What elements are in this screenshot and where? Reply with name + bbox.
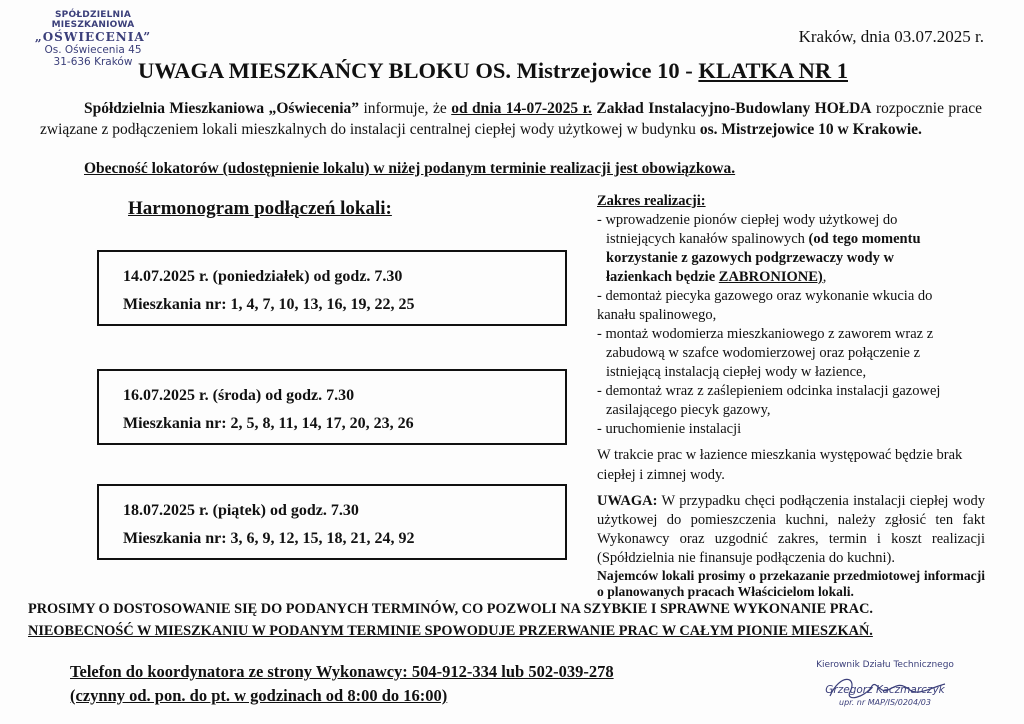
uwaga-note bbox=[597, 492, 985, 568]
schedule-box-2 bbox=[97, 369, 567, 445]
intro-org: Spółdzielnia Mieszkaniowa „Oświecenia” bbox=[84, 100, 360, 117]
attendance-notice: Obecność lokatorów (udostępnienie lokalu) w niżej podanym terminie realizacji jest obowiązkowa. bbox=[84, 160, 736, 177]
scope-prohibited: ZABRONIONE) bbox=[718, 269, 823, 285]
contact-info bbox=[70, 660, 614, 708]
scope-item: - demontaż piecyka gazowego oraz wykonanie wkucia do bbox=[597, 288, 933, 304]
signature-role: Kierownik Działu Technicznego bbox=[816, 660, 954, 670]
uwaga-label: UWAGA: bbox=[597, 493, 658, 509]
closing-requests bbox=[28, 598, 873, 642]
scope-item-cont bbox=[597, 268, 985, 287]
scope-bold: łazienkach będzie bbox=[606, 269, 719, 285]
scope-bold: (od tego momentu bbox=[808, 231, 921, 247]
warning-line: NIEOBECNOŚĆ W MIESZKANIU W PODANYM TERMINIE SPOWODUJE PRZERWANIE PRAC W CAŁYM PIONIE MIESZKAŃ. bbox=[28, 623, 873, 639]
stamp-line2: „OŚWIECENIA” bbox=[34, 30, 152, 44]
scope-item-cont: zabudową w szafce wodomierzowej oraz połączenie z bbox=[606, 345, 921, 361]
scope-header: Zakres realizacji: bbox=[597, 193, 706, 209]
scope-item: - montaż wodomierza mieszkaniowego z zaworem wraz z bbox=[597, 326, 934, 342]
title-klatka: KLATKA NR 1 bbox=[698, 58, 848, 83]
intro-start-date: od dnia 14-07-2025 r. bbox=[451, 100, 592, 117]
scope-text: , bbox=[822, 269, 827, 285]
signature-name: Grzegorz Kaczmarczyk bbox=[825, 684, 945, 696]
schedule-flats: Mieszkania nr: 2, 5, 8, 11, 14, 17, 20, 23, 26 bbox=[123, 415, 414, 432]
scope-item-cont bbox=[597, 249, 985, 268]
signature-stamp bbox=[810, 660, 960, 707]
intro-contractor: Zakład Instalacyjno-Budowlany HOŁDA bbox=[591, 100, 872, 117]
title-main: UWAGA MIESZKAŃCY BLOKU OS. Mistrzejowice 10 - bbox=[138, 58, 699, 83]
hours-line: (czynny od. pon. do pt. w godzinach od 8:00 do 16:00) bbox=[70, 686, 448, 705]
schedule-flats: Mieszkania nr: 3, 6, 9, 12, 15, 18, 21, 24, 92 bbox=[123, 530, 415, 547]
intro-location: os. Mistrzejowice 10 w Krakowie. bbox=[699, 121, 922, 138]
intro-text2: rozpocznie prace związane z podłączeniem lokali mieszkalnych do instalacji centralnej ciepłej wody użytkowej w budynku bbox=[40, 100, 982, 138]
handwritten-signature-icon bbox=[810, 668, 960, 708]
scope-item-cont: kanału spalinowego, bbox=[597, 307, 717, 323]
notice-title bbox=[138, 58, 848, 84]
scope-bold: korzystanie z gazowych podgrzewaczy wody w bbox=[606, 250, 894, 266]
scope-item-cont bbox=[597, 230, 985, 249]
document-date: Kraków, dnia 03.07.2025 r. bbox=[798, 27, 984, 46]
stamp-line1: SPÓŁDZIELNIA MIESZKANIOWA bbox=[51, 10, 135, 30]
stamp-line3: Os. Oświecenia 45 bbox=[44, 44, 142, 56]
schedule-flats: Mieszkania nr: 1, 4, 7, 10, 13, 16, 19, 22, 25 bbox=[123, 296, 415, 313]
scope-item-cont: istniejącą instalacją ciepłej wody w łazience, bbox=[606, 364, 867, 380]
schedule-date: 16.07.2025 r. (środa) od godz. 7.30 bbox=[123, 387, 355, 404]
scope-text: istniejących kanałów spalinowych bbox=[606, 231, 809, 247]
intro-paragraph bbox=[40, 98, 982, 140]
scope-item: - uruchomienie instalacji bbox=[597, 421, 742, 437]
scope-section bbox=[597, 192, 985, 600]
request-line: PROSIMY O DOSTOSOWANIE SIĘ DO PODANYCH TERMINÓW, CO POZWOLI NA SZYBKIE I SPRAWNE WYKONANIE PRAC. bbox=[28, 601, 873, 617]
signature-cert: upr. nr MAP/IS/0204/03 bbox=[839, 698, 931, 707]
schedule-box-3 bbox=[97, 484, 567, 560]
schedule-title: Harmonogram podłączeń lokali: bbox=[128, 198, 392, 219]
stamp-line4: 31-636 Kraków bbox=[53, 56, 133, 68]
phone-line: Telefon do koordynatora ze strony Wykonawcy: 504-912-334 lub 502-039-278 bbox=[70, 662, 614, 681]
water-outage-note: W trakcie prac w łazience mieszkania występować będzie brak ciepłej i zimnej wody. bbox=[597, 447, 963, 483]
scope-item: - demontaż wraz z zaślepieniem odcinka instalacji gazowej bbox=[597, 383, 941, 399]
schedule-date: 18.07.2025 r. (piątek) od godz. 7.30 bbox=[123, 502, 359, 519]
schedule-box-1 bbox=[97, 250, 567, 326]
scope-item: - wprowadzenie pionów ciepłej wody użytkowej do bbox=[597, 212, 898, 228]
schedule-date: 14.07.2025 r. (poniedziałek) od godz. 7.30 bbox=[123, 268, 403, 285]
scope-item-cont: zasilającego piecyk gazowy, bbox=[606, 402, 771, 418]
intro-text1: informuje, że bbox=[359, 100, 452, 117]
uwaga-text: W przypadku chęci podłączenia instalacji ciepłej wody użytkowej do pomieszczenia kuchni, należy zgłosić ten fakt Wykonawcy oraz uzgodnić zakres, termin i koszt realizacji (Spółdzielnia nie finansuje podłączenia do kuchni). bbox=[597, 493, 985, 566]
tenants-note: Najemców lokali prosimy o przekazanie przedmiotowej informacji o planowanych pracach Właścicielom lokali. bbox=[597, 568, 985, 599]
